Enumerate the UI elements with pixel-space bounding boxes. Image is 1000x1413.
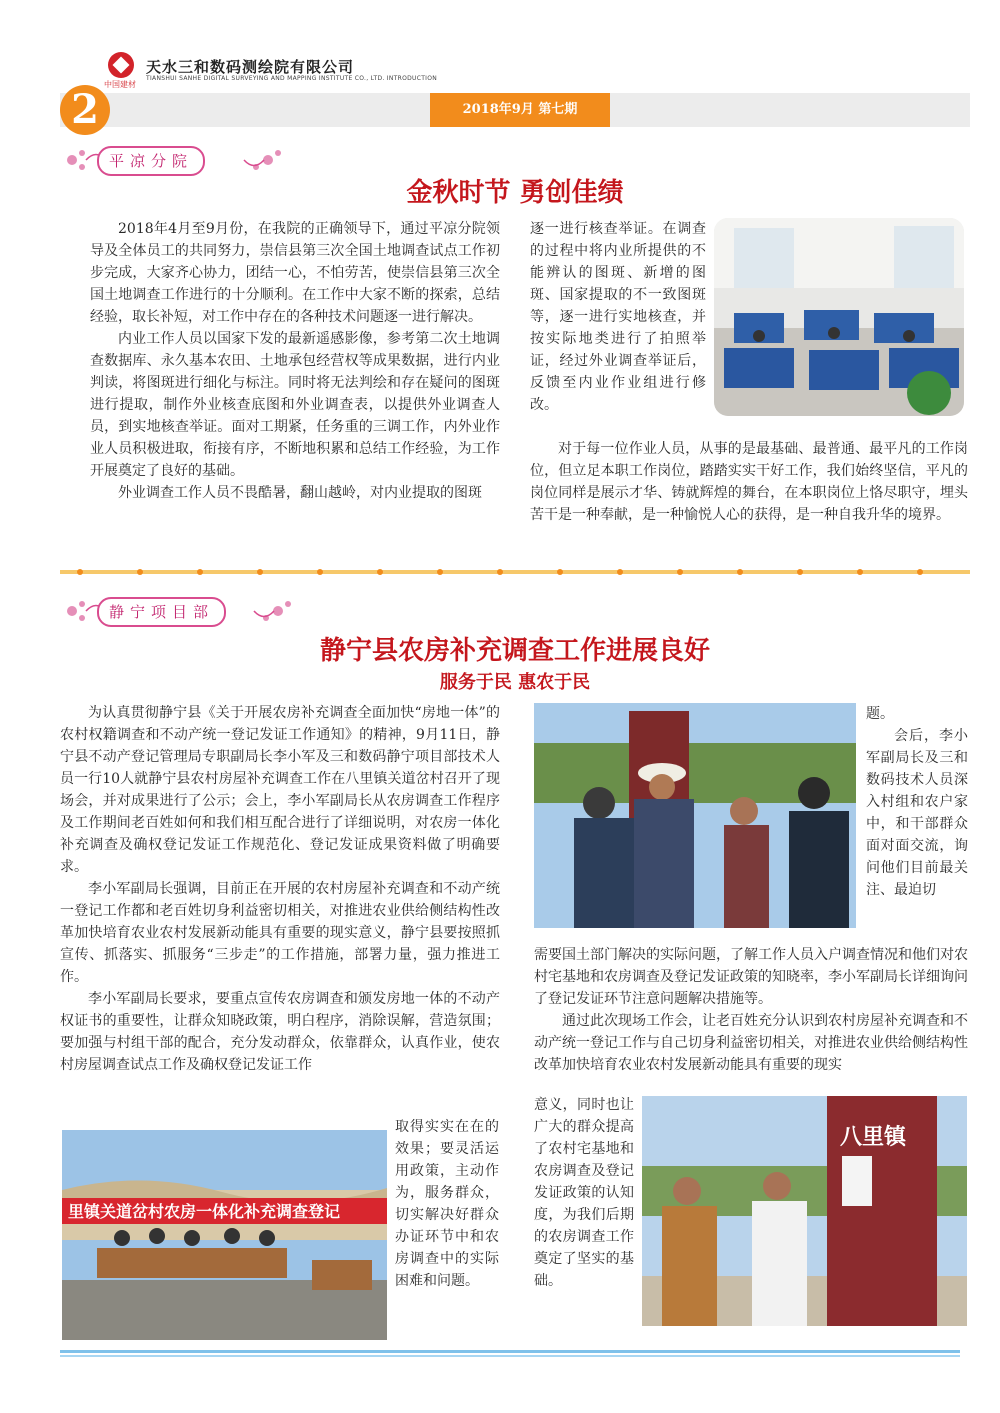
article-2-left-column — [60, 702, 500, 1076]
section-divider — [60, 567, 970, 577]
paragraph: 通过此次现场工作会，让老百姓充分认识到农村房屋补充调查和不动产统一登记工作与自己切身利益密切相关，对推进农业供给侧结构性改革加快培育农业农村发展新动能具有重要的现实 — [534, 1013, 968, 1073]
page-number: 2 — [60, 85, 110, 135]
paragraph: 逐一进行核查举证。在调查的过程中将内业所提供的不能辨认的图斑、新增的图斑、国家提取的不一致图斑等，逐一进行实地核查，并按实际地类进行了拍照举证，经过外业调查举证后，反馈至内业作业组进行修改。 — [530, 221, 706, 413]
company-name: 天水三和数码测绘院有限公司 — [146, 58, 355, 76]
logo-subtitle: 中国建材 — [104, 80, 136, 89]
company-logo-icon — [108, 52, 134, 78]
section-tag-jingning: 静宁项目部 — [97, 597, 226, 627]
paragraph: 内业工作人员以国家下发的最新遥感影像，参考第二次土地调查数据库、永久基本农田、土地承包经营权等成果数据，进行内业判读，将图斑进行细化与标注。同时将无法判绘和存在疑问的图斑进行提取，制作外业核查底图和外业调查表，以提供外业调查人员，到实地核查举证。面对工期紧，任务重的三调工作，内外业作业人员积极进取，衔接有序，不断地积累和总结工作经验，为工作开展奠定了良好的基础。 — [90, 331, 500, 479]
paragraph: 会后，李小军副局长及三和数码技术人员深入村组和农户家中，和干部群众面对面交流，询问他们目前最关注、最迫切 — [866, 728, 968, 898]
footer-stripe — [60, 1350, 960, 1360]
article-title-2: 静宁县农房补充调查工作进展良好 — [319, 636, 710, 666]
meeting-photo — [62, 1130, 387, 1340]
article-1-narrow-column — [530, 218, 706, 416]
paragraph: 取得实实在在的效果；要灵活运用政策，主动作为，服务群众，切实解决好群众办证环节中和农房调查中的实际困难和问题。 — [395, 1119, 499, 1289]
banner-text: 里镇关道岔村农房一体化补充调查登记 — [68, 1202, 341, 1221]
villagers-photo — [534, 703, 856, 928]
article-1-right-column — [530, 438, 968, 526]
paragraph: 外业调查工作人员不畏酷暑，翻山越岭，对内业提取的图斑 — [118, 485, 482, 501]
office-photo — [714, 218, 964, 416]
paragraph: 对于每一位作业人员，从事的是最基础、最普通、最平凡的工作岗位，但立足本职工作岗位，踏踏实实干好工作，我们始终坚信，平凡的岗位同样是展示才华、铸就辉煌的舞台，在本职岗位上恪尽职守，埋头苦干是一种奉献，是一种愉悦人心的获得，是一种自我升华的境界。 — [530, 441, 968, 523]
article-2-narrow-right-bottom — [534, 1094, 634, 1292]
sign-text: 八里镇 — [840, 1125, 907, 1150]
article-subtitle-2: 服务于民 惠农于民 — [439, 672, 591, 693]
article-1-left-column — [90, 218, 500, 504]
paragraph: 李小军副局长强调，目前正在开展的农村房屋补充调查和不动产统一登记工作都和老百姓切身利益密切相关，对推进农业供给侧结构性改革加快培育农业农村发展新动能具有重要的现实意义，静宁县要按照抓宣传、抓落实、抓服务“三步走”的工作措施，部署力量，强力推进工作。 — [60, 881, 500, 985]
paragraph: 意义，同时也让广大的群众提高了农村宅基地和农房调查及登记发证政策的认知度，为我们后期的农房调查工作奠定了坚实的基础。 — [534, 1097, 634, 1289]
company-name-en: TIANSHUI SANHE DIGITAL SURVEYING AND MAPPING INSTITUTE CO., LTD. INTRODUCTION — [146, 75, 438, 82]
section-tag-pingliang: 平凉分院 — [97, 146, 205, 176]
paragraph: 题。 — [866, 706, 894, 722]
paragraph: 李小军副局长要求，要重点宣传农房调查和颁发房地一体的不动产权证书的重要性，让群众知晓政策，明白程序，消除误解，营造氛围；要加强与村组干部的配合，充分发动群众，依靠群众，认真作业，使农村房屋调查试点工作及确权登记发证工作 — [60, 991, 500, 1073]
paragraph: 需要国土部门解决的实际问题，了解工作人员入户调查情况和他们对农村宅基地和农房调查及登记发证政策的知晓率，李小军副局长详细询问了登记发证环节注意问题解决措施等。 — [534, 947, 968, 1007]
article-2-right-column — [534, 944, 968, 1076]
article-2-narrow-right-top — [866, 703, 968, 901]
signboard-photo — [642, 1096, 967, 1326]
issue-label: 2018年9月 第七期 — [462, 102, 578, 117]
article-title-1: 金秋时节 勇创佳绩 — [406, 178, 624, 208]
paragraph: 2018年4月至9月份，在我院的正确领导下，通过平凉分院领导及全体员工的共同努力，崇信县第三次全国土地调查试点工作初步完成，大家齐心协力，团结一心，不怕劳苦，使崇信县第三次全国土地调查工作进行的十分顺利。在工作中大家不断的探索，总结经验，取长补短，对工作中存在的各种技术问题逐一进行解决。 — [90, 221, 500, 325]
paragraph: 为认真贯彻静宁县《关于开展农房补充调查全面加快“房地一体”的农村权籍调查和不动产统一登记发证工作通知》的精神，9月11日，静宁县不动产登记管理局专职副局长李小军及三和数码静宁项目部技术人员一行10人就静宁县农村房屋补充调查工作在八里镇关道岔村召开了现场会，并对成果进行了公示；会上，李小军副局长从农房调查工作程序及工作期间老百姓如何和我们相互配合进行了详细说明，对农房一体化补充调查及确权登记发证工作规范化、登记发证成果资料做了明确要求。 — [60, 705, 500, 875]
article-2-narrow-left — [395, 1116, 499, 1292]
